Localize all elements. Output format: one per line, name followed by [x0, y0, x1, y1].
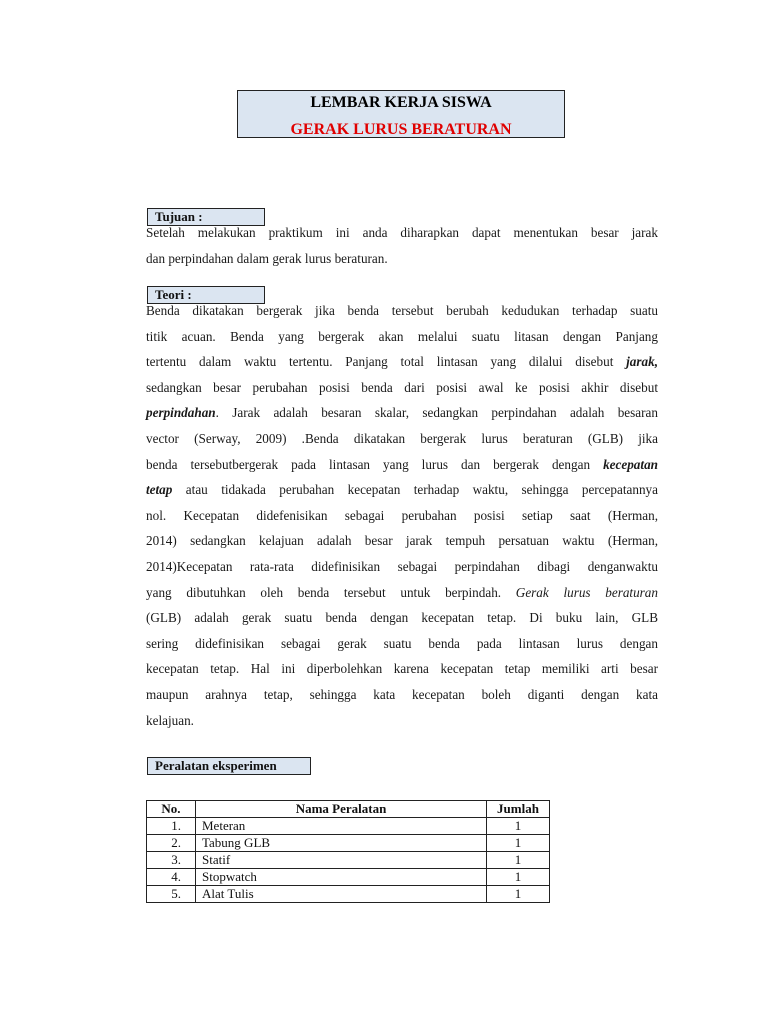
text-segment: titik acuan. Benda yang bergerak akan melalui suatu litasan dengan Panjang — [146, 328, 658, 344]
text-line — [146, 400, 658, 426]
text-line — [146, 708, 658, 734]
document-title: LEMBAR KERJA SISWA — [310, 94, 492, 111]
emphasized-term: tetap — [146, 482, 173, 498]
text-segment: 2014) sedangkan kelajuan adalah besar jarak tempuh persatuan waktu (Herman, — [146, 533, 658, 549]
text-line — [146, 580, 658, 606]
text-segment: tertentu dalam waktu tertentu. Panjang total lintasan yang dilalui disebut — [146, 354, 627, 370]
row-no: 1. — [147, 818, 196, 835]
text-line — [146, 528, 658, 554]
emphasized-term: Gerak lurus beraturan — [515, 584, 658, 600]
document-subtitle: GERAK LURUS BERATURAN — [290, 121, 512, 138]
emphasized-term: kecepatan — [603, 456, 658, 472]
text-line — [146, 631, 658, 657]
row-name: Alat Tulis — [196, 886, 487, 903]
table-header-row — [147, 801, 550, 818]
text-segment: atau tidakada perubahan kecepatan terhadap waktu, sehingga percepatannya — [172, 482, 658, 498]
text-line — [146, 452, 658, 478]
col-header-jumlah: Jumlah — [487, 801, 550, 818]
text-segment: yang dibutuhkan oleh benda tersebut untuk berpindah. — [146, 584, 516, 600]
text-line: dan perpindahan dalam gerak lurus beraturan. — [146, 250, 388, 266]
row-name: Stopwatch — [196, 869, 487, 886]
tujuan-paragraph — [146, 220, 658, 271]
col-header-no: No. — [147, 801, 196, 818]
table-row — [147, 818, 550, 835]
text-line — [146, 324, 658, 350]
text-line: Setelah melakukan praktikum ini anda diharapkan dapat menentukan besar jarak — [146, 225, 658, 240]
title-box — [237, 90, 565, 138]
row-no: 4. — [147, 869, 196, 886]
row-name: Statif — [196, 852, 487, 869]
row-qty: 1 — [487, 886, 550, 903]
tujuan-label: Tujuan : — [147, 208, 265, 226]
text-line — [146, 682, 658, 708]
text-segment: sedangkan besar perubahan posisi benda dari posisi awal ke posisi akhir disebut — [146, 379, 658, 395]
row-name: Tabung GLB — [196, 835, 487, 852]
text-line — [146, 298, 658, 324]
text-segment: kecepatan tetap. Hal ini diperbolehkan karena kecepatan tetap memiliki arti besar — [146, 661, 658, 677]
text-line — [146, 554, 658, 580]
emphasized-term: jarak, — [626, 354, 658, 370]
row-qty: 1 — [487, 835, 550, 852]
text-line — [146, 375, 658, 401]
row-qty: 1 — [487, 869, 550, 886]
text-segment: benda tersebutbergerak pada lintasan yang lurus dan bergerak dengan — [146, 456, 604, 472]
table-row — [147, 869, 550, 886]
emphasized-term: perpindahan — [146, 405, 216, 421]
text-segment: vector (Serway, 2009) .Benda dikatakan bergerak lurus beraturan (GLB) jika — [146, 430, 658, 446]
table-row — [147, 886, 550, 903]
row-qty: 1 — [487, 852, 550, 869]
row-no: 2. — [147, 835, 196, 852]
teori-label: Teori : — [147, 286, 265, 304]
row-qty: 1 — [487, 818, 550, 835]
text-line — [146, 349, 658, 375]
table-row — [147, 835, 550, 852]
text-line — [146, 426, 658, 452]
row-name: Meteran — [196, 818, 487, 835]
text-segment: kelajuan. — [146, 712, 194, 728]
col-header-nama: Nama Peralatan — [196, 801, 487, 818]
text-segment: (GLB) adalah gerak suatu benda dengan kecepatan tetap. Di buku lain, GLB — [146, 610, 658, 626]
text-line — [146, 503, 658, 529]
row-no: 3. — [147, 852, 196, 869]
text-segment: maupun arahnya tetap, sehingga kata kecepatan boleh diganti dengan kata — [146, 686, 658, 702]
table-row — [147, 852, 550, 869]
text-line — [146, 605, 658, 631]
text-segment: . Jarak adalah besaran skalar, sedangkan perpindahan adalah besaran — [215, 405, 658, 421]
text-line — [146, 477, 658, 503]
peralatan-label: Peralatan eksperimen — [147, 757, 311, 775]
text-line — [146, 656, 658, 682]
row-no: 5. — [147, 886, 196, 903]
text-segment: nol. Kecepatan didefenisikan sebagai perubahan posisi setiap saat (Herman, — [146, 507, 658, 523]
equipment-table — [146, 800, 550, 903]
text-segment: Benda dikatakan bergerak jika benda tersebut berubah kedudukan terhadap suatu — [146, 303, 658, 318]
teori-paragraph — [146, 298, 658, 733]
text-segment: 2014)Kecepatan rata-rata didefinisikan sebagai perpindahan dibagi denganwaktu — [146, 558, 658, 574]
text-segment: sering didefinisikan sebagai gerak suatu benda pada lintasan lurus dengan — [146, 635, 658, 651]
